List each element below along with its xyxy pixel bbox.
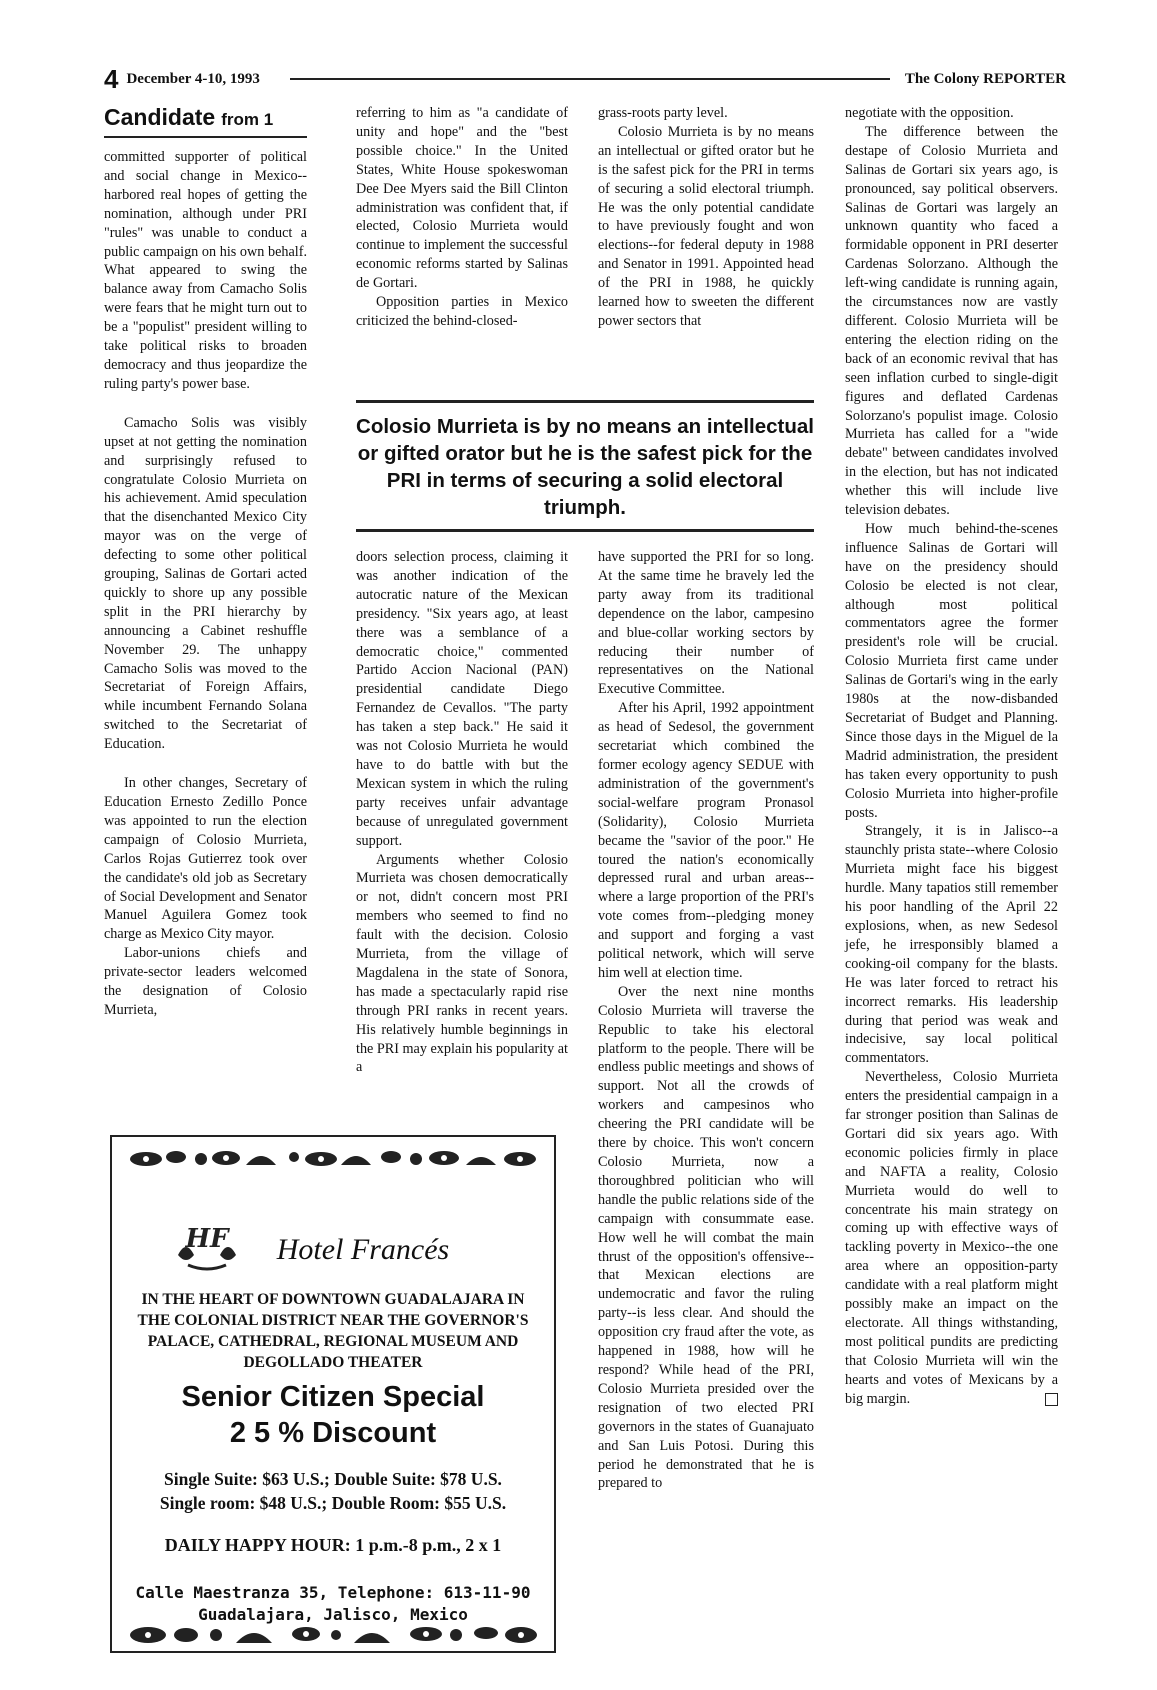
end-of-article-mark: [1045, 1393, 1058, 1406]
article-column-3-bottom: [598, 548, 814, 1493]
special-offer: [112, 1379, 554, 1451]
paragraph: [845, 1068, 1058, 1408]
article-column-3-top: [598, 104, 814, 331]
paragraph: referring to him as "a candidate of unity and hope" and the "best possible choice." In the United States, White House spokeswoman Dee Dee Myers said the Bill Clinton administration was confident that, if elected, Colosio Murrieta would continue to implement the successful economic reforms started by Salinas de Gortari.: [356, 105, 568, 292]
paragraph: grass-roots party level.: [598, 105, 728, 121]
paragraph: Arguments whether Colosio Murrieta was chosen democratically or not, didn't concern most PRI members who seemed to find no fault with the decision. Colosio Murrieta, from the village of Magdalena in the state of Sonora, has made a spectacularly rapid rise through PRI ranks in recent years. His relatively humble beginnings in the PRI may explain his popularity at a: [356, 851, 568, 1076]
issue-date: December 4-10, 1993: [126, 70, 260, 87]
paragraph: Strangely, it is in Jalisco--a staunchly prista state--where Colosio Murrieta might face his biggest hurdle. Many tapatios still remember his poor handling of the April 22 explosions, when, as new Sedesol jefe, he irresponsibly blamed a cooking-oil company for the blasts. He was later forced to retract his incorrect remarks. His leadership during that period was weak and indecisive, say local political commentators.: [845, 823, 1058, 1067]
room-prices: [112, 1467, 554, 1515]
page-header-left: [104, 66, 260, 92]
headline-text: Candidate: [104, 104, 216, 130]
paragraph: doors selection process, claiming it was another indication of the autocratic nature of the Mexican presidency. "Six years ago, at least there was a semblance of a democratic choice," commented Partido Accion Nacional (PAN) presidential candidate Diego Fernandez de Cevallos. "The party has taken a step back." He said it was not Colosio Murrieta he would have to do battle with but the Mexican system in which the ruling party receives unfair advantage because of unregulated government support.: [356, 549, 568, 849]
page-number: 4: [104, 64, 119, 94]
paragraph: The difference between the destape of Colosio Murrieta and Salinas de Gortari six years ago, is pronounced, say political observers. Salinas de Gortari was largely an unknown quantity who faced a formidable opponent in PRI deserter Cardenas Solorzano. Although the left-wing candidate is running again, the circumstances now are vastly different. Colosio Murrieta will be entering the election riding on the back of an economic revival that has seen inflation curbed to single-digit figures and deflated Cardenas Solorzano's populist image. Colosio Murrieta has called for a "wide debate" between candidates involved in the election, but has not indicated whether this will include live television debates.: [845, 123, 1058, 519]
headline-rule: [104, 136, 307, 138]
paragraph: Camacho Solis was visibly upset at not getting the nomination and surprisingly refused to congratulate Colosio Murrieta on his achievement. Amid speculation that the disenchanted Mexico City mayor was on the verge of defecting to some other political grouping, Salinas de Gortari acted quickly to shore up any possible split in the PRI hierarchy by announcing a Cabinet reshuffle November 29. The unhappy Camacho Solis was moved to the Secretariat of Foreign Affairs, while incumbent Fernando Solana switched to the Secretariat of Education.: [104, 414, 307, 753]
paragraph: After his April, 1992 appointment as head of Sedesol, the government secretariat which combined the former ecology agency SEDUE with administration of the government's social-welfare program Pronasol (Solidarity), Colosio Murrieta became the "savior of the poor." He toured the nation's economically depressed rural and urban areas--where a large proportion of the PRI's vote comes from--pledging money and support and forging a vast political network, which will serve him well at election time.: [598, 700, 814, 981]
happy-hour: DAILY HAPPY HOUR: 1 p.m.-8 p.m., 2 x 1: [164, 1535, 502, 1555]
paragraph: In other changes, Secretary of Education Ernesto Zedillo Ponce was appointed to run the election campaign of Colosio Murrieta, Carlos Rojas Gutierrez took over the candidate's old job as Secretary of Social Development and Senator Manuel Aguilera Gomez took charge as Mexico City mayor.: [104, 775, 307, 943]
city-line: Guadalajara, Jalisco, Mexico: [198, 1605, 468, 1624]
special-offer-discount: 2 5 % Discount: [229, 1417, 437, 1449]
logo-monogram: HF: [185, 1224, 229, 1254]
paragraph: Labor-unions chiefs and private-sector leaders welcomed the designation of Colosio Murrieta,: [104, 945, 307, 1018]
bottom-floral-ornament: [126, 1621, 540, 1649]
article-column-1: [104, 148, 307, 1020]
paragraph-text: Nevertheless, Colosio Murrieta enters the presidential campaign in a far stronger position than Salinas de Gortari did six years ago. With economic policies firmly in place and NAFTA a reality, Colosio Murrieta would do well to concentrate his main strategy on coming up with effective ways of tackling poverty in Mexico--the one area where an opposition-party candidate with a real platform might possibly make an impact on the electorate. All things withstanding, most political pundits are predicting that Colosio Murrieta will win the hearts and votes of Mexicans by a big margin.: [845, 1069, 1058, 1407]
article-column-4: [845, 104, 1058, 1409]
publication-name: The Colony REPORTER: [904, 70, 1066, 87]
article-column-2-bottom: [356, 548, 568, 1077]
article-headline: [104, 104, 273, 131]
paragraph: Over the next nine months Colosio Murrieta will traverse the Republic to take his electoral platform to the people. There will be endless public meetings and shows of support. Not all the crowds of workers and campesinos who cheering the PRI candidate will be there by choice. This won't concern Colosio Murrieta, now a thoroughbred politician who will handle the public relations side of the campaign with consummate ease. How well he will combat the main thrust of the opposition's offensive--that Mexican elections are undemocratic and favor the ruling party--is less clear. And should the opposition cry fraud after the vote, as happened in 1988, how will he respond? While head of the PRI, Colosio Murrieta presided over the resignation of two elected PRI governors in the states of Guanajuato and San Luis Potosi. During this period he demonstrated that he is prepared to: [598, 983, 814, 1492]
paragraph: Opposition parties in Mexico criticized the behind-closed-: [356, 294, 568, 329]
hotel-advertisement: [110, 1135, 556, 1653]
paragraph: negotiate with the opposition.: [845, 105, 1014, 121]
headline-continued-from: from 1: [221, 110, 274, 129]
address-line: Calle Maestranza 35, Telephone: 613-11-90: [135, 1583, 531, 1602]
hotel-name: Hotel Francés: [276, 1233, 450, 1266]
paragraph: have supported the PRI for so long. At the same time he bravely led the party away from its traditional dependence on the labor, campesino and blue-collar working sectors by reducing their number of representatives on the National Executive Committee.: [598, 549, 814, 698]
article-column-2-top: [356, 104, 568, 331]
special-offer-title: Senior Citizen Special: [181, 1381, 485, 1413]
header-rule: [290, 78, 890, 80]
top-floral-ornament: [126, 1145, 540, 1173]
paragraph: Colosio Murrieta is by no means an intellectual or gifted orator but he is the safest pick for the PRI in terms of securing a solid electoral triumph. He was the only potential candidate to have previously fought and won elections--for federal deputy in 1988 and Senator in 1991. Appointed head of the PRI in 1988, he quickly learned how to sweeten the different power sectors that: [598, 123, 814, 329]
suite-prices: Single Suite: $63 U.S.; Double Suite: $78 U.S.: [164, 1469, 502, 1489]
room-prices-line: Single room: $48 U.S.; Double Room: $55 U.S.: [159, 1493, 507, 1513]
paragraph: How much behind-the-scenes influence Salinas de Gortari will have on the presidency should Colosio be elected is not clear, although most political commentators agree the former president's role will be crucial. Colosio Murrieta first came under Salinas de Gortari's wing in the early 1980s at the now-disbanded Secretariat of Budget and Planning. Since those days in the Miguel de la Madrid administration, the president has taken every opportunity to push Colosio Murrieta into higher-profile posts.: [845, 520, 1058, 821]
hotel-address: [112, 1582, 554, 1626]
pull-quote: Colosio Murrieta is by no means an intellectual or gifted orator but he is the safest pick for the PRI in terms of securing a solid electoral triumph.: [356, 400, 814, 532]
paragraph: committed supporter of political and social change in Mexico--harbored real hopes of getting the nomination, although under PRI "rules" was unable to conduct a public campaign on his own behalf. What appeared to swing the balance away from Camacho Solis were fears that he might turn out to be a "populist" president willing to take political risks to broaden democracy and thus jeopardize the ruling party's power base.: [104, 149, 307, 392]
hotel-location-text: IN THE HEART OF DOWNTOWN GUADALAJARA IN THE COLONIAL DISTRICT NEAR THE GOVERNOR'S PALACE, CATHEDRAL, REGIONAL MUSEUM AND DEGOLLADO THEATER: [137, 1291, 529, 1371]
